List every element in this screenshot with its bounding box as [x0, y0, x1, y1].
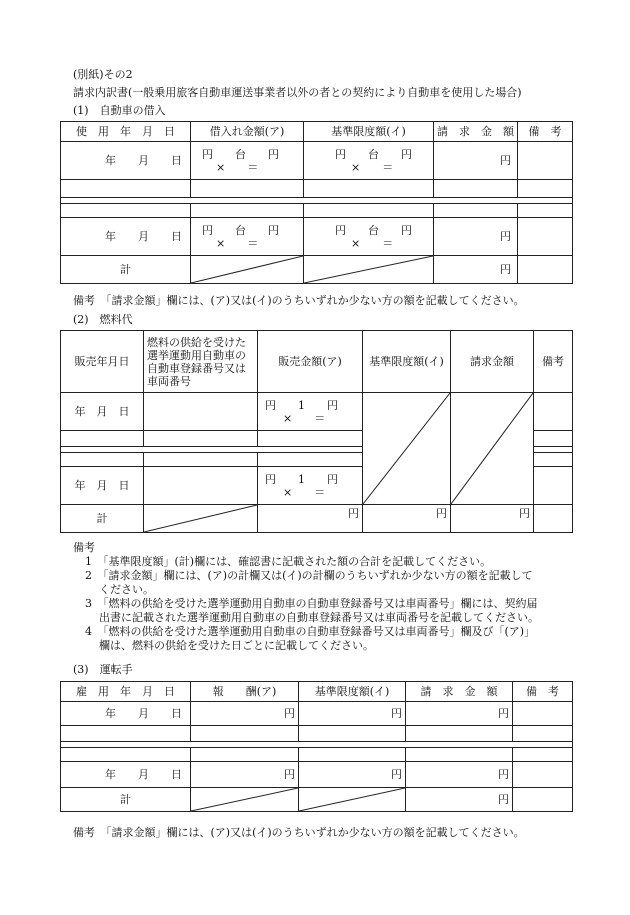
section-2-heading: (2) 燃料代 — [73, 313, 133, 326]
remarks-cell[interactable] — [534, 393, 573, 431]
col-claim-amount: 請 求 金 額 — [434, 122, 518, 142]
total-limit-cell[interactable]: 円 — [363, 505, 451, 533]
calc-top: 円 1 円 — [265, 398, 338, 412]
claim-cell[interactable]: 円 — [434, 142, 518, 180]
remarks-cell[interactable] — [513, 702, 573, 726]
col-remarks: 備 考 — [518, 122, 573, 142]
diagonal-cell — [363, 393, 451, 505]
section-1-heading: (1) 自動車の借入 — [73, 104, 166, 117]
total-claim-cell[interactable]: 円 — [434, 256, 518, 284]
total-label: 計 — [61, 788, 191, 812]
date-cell[interactable]: 年 月 日 — [61, 218, 191, 256]
date-cell[interactable]: 年 月 日 — [61, 142, 191, 180]
table-row — [61, 204, 573, 218]
total-claim-cell[interactable]: 円 — [451, 505, 534, 533]
total-row — [61, 505, 573, 533]
table-row — [61, 218, 573, 256]
limit-cell[interactable]: 円 — [299, 762, 406, 788]
remarks-cell[interactable] — [534, 505, 573, 533]
date-cell[interactable]: 年 月 日 — [61, 393, 144, 431]
calc-bottom: × ＝ — [351, 236, 394, 250]
remarks-cell[interactable] — [518, 218, 573, 256]
calc-top: 円 1 円 — [265, 472, 338, 486]
section-1-remark: 備考 「請求金額」欄には、(ア)又は(イ)のうちいずれか少ない方の額を記載してください。 — [73, 294, 525, 307]
remark-item-3: 3 「燃料の供給を受けた選挙運動用自動車の自動車登録番号又は車両番号」欄には、契約届 — [85, 597, 538, 610]
remark-item-2-cont: ください。 — [99, 583, 154, 596]
remark-item-4-cont: 欄は、燃料の供給を受けた日ごとに記載してください。 — [99, 639, 374, 652]
total-row — [61, 256, 573, 284]
table-row — [61, 702, 573, 726]
claim-cell[interactable]: 円 — [406, 702, 513, 726]
col-limit-amount: 基準限度額(イ) — [304, 122, 434, 142]
calc-top: 円 台 円 — [202, 147, 279, 161]
table-row — [61, 726, 573, 742]
remark-item-2: 2 「請求金額」欄には、(ア)の計欄又は(イ)の計欄のうちいずれか少ない方の額を記載して — [85, 569, 533, 582]
section-2-remarks — [73, 541, 573, 653]
section-3-table — [60, 681, 573, 812]
calc-top: 円 台 円 — [335, 223, 412, 237]
diagonal-cell — [144, 505, 258, 533]
calc-bottom: × ＝ — [283, 411, 326, 425]
rental-calc-cell[interactable] — [191, 142, 304, 180]
col-claim-amount: 請求金額 — [451, 331, 534, 393]
section-2-table — [60, 330, 573, 533]
col-sale-amount: 販売金額(ア) — [258, 331, 363, 393]
limit-calc-cell[interactable] — [304, 218, 434, 256]
limit-cell[interactable]: 円 — [299, 702, 406, 726]
attachment-label: (別紙)その2 — [73, 68, 133, 81]
col-usage-date: 使 用 年 月 日 — [61, 122, 191, 142]
total-row — [61, 788, 573, 812]
sale-calc-cell[interactable] — [258, 467, 363, 505]
date-cell[interactable]: 年 月 日 — [61, 762, 191, 788]
total-label: 計 — [61, 505, 144, 533]
diagonal-cell — [191, 256, 304, 284]
calc-top: 円 台 円 — [202, 223, 279, 237]
diagonal-cell — [304, 256, 434, 284]
vehicle-cell[interactable] — [144, 467, 258, 505]
fee-cell[interactable]: 円 — [191, 762, 299, 788]
col-limit-amount: 基準限度額(イ) — [299, 682, 406, 702]
calc-bottom: × ＝ — [216, 160, 259, 174]
section-1-table — [60, 121, 573, 284]
limit-calc-cell[interactable] — [304, 142, 434, 180]
diagonal-cell — [191, 788, 299, 812]
table-row — [61, 180, 573, 198]
remarks-cell[interactable] — [534, 467, 573, 505]
remark-item-3-cont: 出書に記載された選挙運動用自動車の自動車登録番号又は車両番号を記載してください。 — [99, 611, 539, 624]
table-row — [61, 142, 573, 180]
remarks-heading: 備考 — [73, 541, 95, 554]
remark-item-1: 1 「基準限度額」(計)欄には、確認書に記載された額の合計を記載してください。 — [85, 555, 492, 568]
table-row — [61, 748, 573, 762]
col-limit-amount: 基準限度額(イ) — [363, 331, 451, 393]
sale-calc-cell[interactable] — [258, 393, 363, 431]
form-title: 請求内訳書(一般乗用旅客自動車運送事業者以外の者との契約により自動車を使用した場合) — [73, 86, 522, 99]
fee-cell[interactable]: 円 — [191, 702, 299, 726]
table-row — [61, 762, 573, 788]
col-fee: 報 酬(ア) — [191, 682, 299, 702]
section-3-heading: (3) 運転手 — [73, 663, 133, 676]
date-cell[interactable]: 年 月 日 — [61, 467, 144, 505]
total-sale-cell[interactable]: 円 — [258, 505, 363, 533]
remarks-cell[interactable] — [513, 788, 573, 812]
diagonal-cell — [451, 393, 534, 505]
table-row — [61, 393, 573, 431]
remark-item-4: 4 「燃料の供給を受けた選挙運動用自動車の自動車登録番号又は車両番号」欄及び「(ア)」 — [85, 625, 536, 638]
claim-cell[interactable]: 円 — [406, 762, 513, 788]
col-vehicle-number: 燃料の供給を受けた選挙運動用自動車の自動車登録番号又は車両番号 — [144, 331, 258, 393]
remarks-cell[interactable] — [518, 256, 573, 284]
diagonal-cell — [299, 788, 406, 812]
remarks-cell[interactable] — [518, 142, 573, 180]
col-employment-date: 雇 用 年 月 日 — [61, 682, 191, 702]
col-rental-amount: 借入れ金額(ア) — [191, 122, 304, 142]
remarks-cell[interactable] — [513, 762, 573, 788]
date-cell[interactable]: 年 月 日 — [61, 702, 191, 726]
calc-top: 円 台 円 — [335, 147, 412, 161]
total-label: 計 — [61, 256, 191, 284]
vehicle-cell[interactable] — [144, 393, 258, 431]
col-sale-date: 販売年月日 — [61, 331, 144, 393]
rental-calc-cell[interactable] — [191, 218, 304, 256]
col-remarks: 備 考 — [513, 682, 573, 702]
col-claim-amount: 請 求 金 額 — [406, 682, 513, 702]
section-3-remark: 備考 「請求金額」欄には、(ア)又は(イ)のうちいずれか少ない方の額を記載してください。 — [73, 826, 525, 839]
calc-bottom: × ＝ — [283, 485, 326, 499]
claim-cell[interactable]: 円 — [434, 218, 518, 256]
calc-bottom: × ＝ — [216, 236, 259, 250]
col-remarks: 備考 — [534, 331, 573, 393]
calc-bottom: × ＝ — [351, 160, 394, 174]
total-claim-cell[interactable]: 円 — [406, 788, 513, 812]
